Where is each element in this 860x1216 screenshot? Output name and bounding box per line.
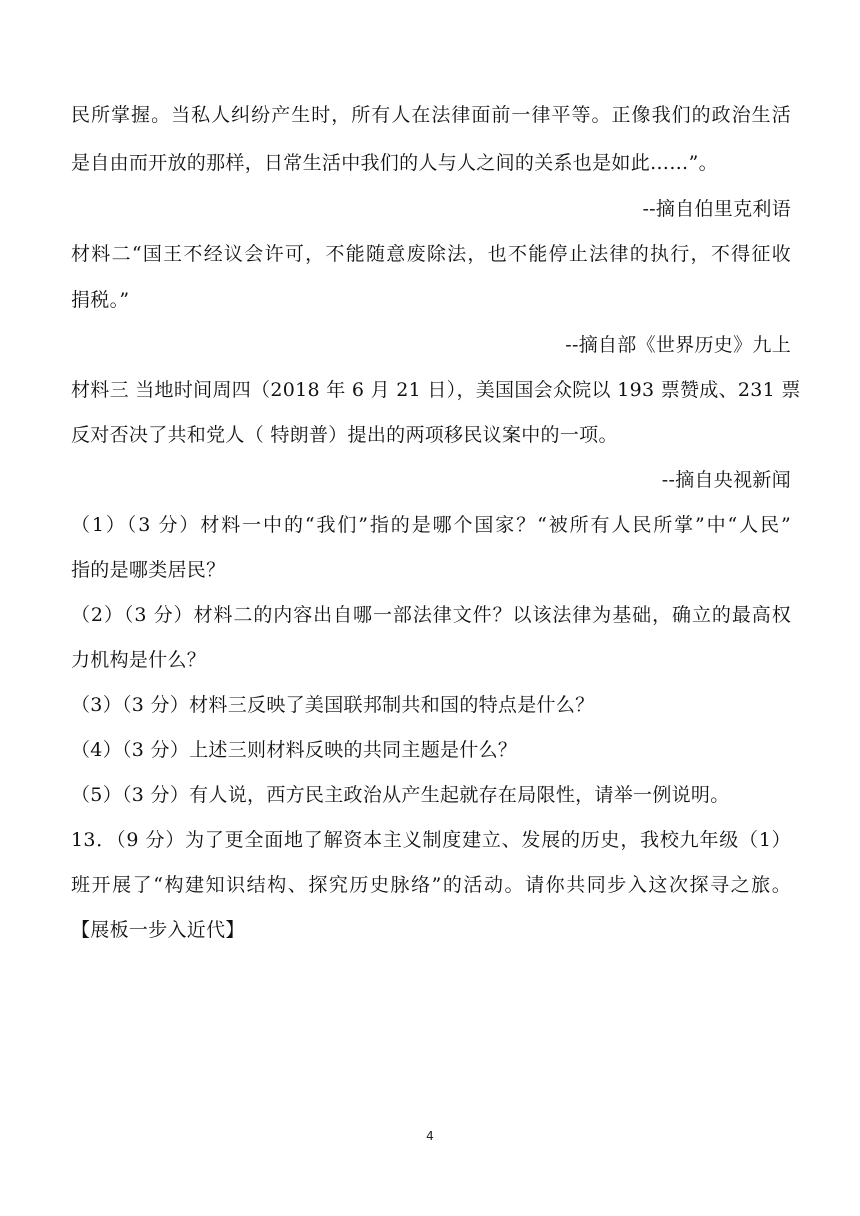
material-two-line-1: 材料二“国王不经议会许可，不能随意废除法，也不能停止法律的执行，不得征收: [71, 243, 791, 265]
material-three-line-2: 反对否决了共和党人（ 特朗普）提出的两项移民议案中的一项。: [71, 424, 618, 446]
exhibit-board-heading: 【展板一步入近代】: [71, 919, 245, 941]
source-citation-3: --摘自央视新闻: [661, 469, 791, 491]
question-13-line-1: 13．（9 分）为了更全面地了解资本主义制度建立、发展的历史，我校九年级（1）: [71, 829, 791, 851]
question-3: （3）（3 分）材料三反映了美国联邦制共和国的特点是什么？: [71, 694, 595, 716]
material-two-line-2: 捐税。”: [71, 289, 130, 311]
question-2-line-2: 力机构是什么？: [71, 649, 207, 671]
page-number: 4: [426, 1129, 434, 1143]
question-2-line-1: （2）（3 分）材料二的内容出自哪一部法律文件？以该法律为基础，确立的最高权: [71, 604, 791, 626]
question-1-line-1: （1）（3 分）材料一中的“我们”指的是哪个国家？“被所有人民所掌”中“人民”: [71, 514, 791, 536]
question-13-line-2: 班开展了“构建知识结构、探究历史脉络”的活动。请你共同步入这次探寻之旅。: [71, 874, 791, 896]
text-line-1: 民所掌握。当私人纠纷产生时，所有人在法律面前一律平等。正像我们的政治生活: [71, 104, 791, 126]
question-4: （4）（3 分）上述三则材料反映的共同主题是什么？: [71, 739, 518, 761]
question-1-line-2: 指的是哪类居民？: [71, 559, 226, 581]
source-citation-1: --摘自伯里克利语: [642, 198, 791, 220]
question-5: （5）（3 分）有人说，西方民主政治从产生起就存在局限性，请举一例说明。: [71, 784, 730, 806]
text-line-2: 是自由而开放的那样，日常生活中我们的人与人之间的关系也是如此……”。: [71, 152, 718, 174]
source-citation-2: --摘自部《世界历史》九上: [565, 334, 791, 356]
material-three-line-1: 材料三 当地时间周四（2018 年 6 月 21 日），美国国会众院以 193 票赞成、231 票: [71, 379, 801, 401]
